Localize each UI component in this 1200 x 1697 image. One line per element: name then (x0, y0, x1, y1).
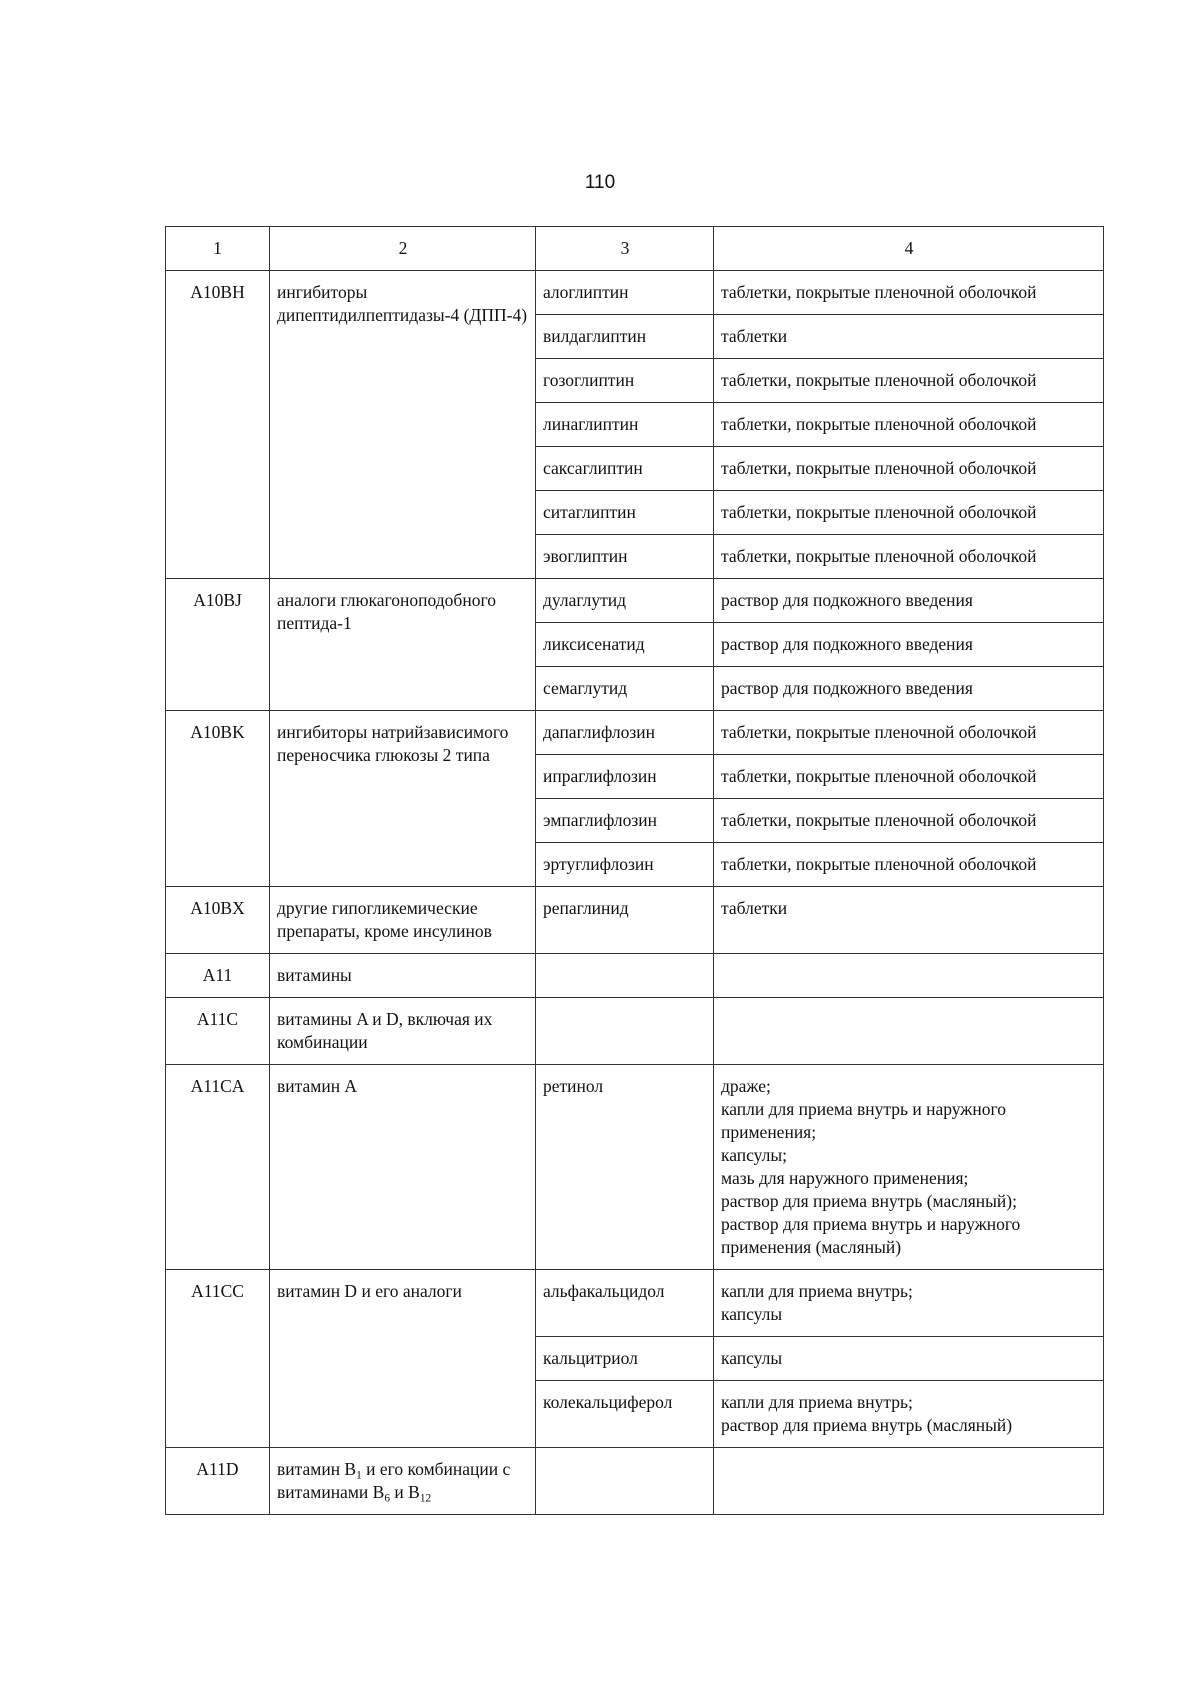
subscript-text: 12 (419, 1492, 432, 1505)
table-row (166, 579, 1104, 623)
atc-code-cell: A10BH (166, 271, 270, 579)
dosage-form-cell: раствор для подкожного введения (714, 579, 1104, 623)
dosage-form-cell: таблетки, покрытые пленочной оболочкой (714, 711, 1104, 755)
group-name-cell: аналоги глюкагоноподобного пептида-1 (270, 579, 536, 711)
name-text: и его комбинации с витаминами B (277, 1459, 511, 1502)
drug-name-cell: кальцитриол (536, 1337, 714, 1381)
name-text: и B (390, 1482, 420, 1502)
drug-name-cell: гозоглиптин (536, 359, 714, 403)
table-row (166, 711, 1104, 755)
table-row (166, 1448, 1104, 1515)
drug-name-cell: дулаглутид (536, 579, 714, 623)
drug-name-cell (536, 998, 714, 1065)
table-row (166, 271, 1104, 315)
drug-name-cell: саксаглиптин (536, 447, 714, 491)
name-text: витамин B (277, 1459, 357, 1479)
dosage-form-cell: таблетки, покрытые пленочной оболочкой (714, 359, 1104, 403)
drug-name-cell: эмпаглифлозин (536, 799, 714, 843)
dosage-form-cell: таблетки, покрытые пленочной оболочкой (714, 491, 1104, 535)
dosage-form-cell: таблетки, покрытые пленочной оболочкой (714, 535, 1104, 579)
column-header-3: 3 (536, 227, 714, 271)
dosage-form-cell: таблетки, покрытые пленочной оболочкой (714, 447, 1104, 491)
atc-code-cell: A11C (166, 998, 270, 1065)
dosage-form-cell: раствор для подкожного введения (714, 623, 1104, 667)
group-name-cell: витамины (270, 954, 536, 998)
atc-code-cell: A11CA (166, 1065, 270, 1270)
drug-name-cell: эртуглифлозин (536, 843, 714, 887)
table-row (166, 887, 1104, 954)
atc-code-cell: A11 (166, 954, 270, 998)
atc-code-cell: A10BX (166, 887, 270, 954)
column-header-4: 4 (714, 227, 1104, 271)
dosage-form-cell: капли для приема внутрь; капсулы (714, 1270, 1104, 1337)
table-row (166, 954, 1104, 998)
dosage-form-cell: драже; капли для приема внутрь и наружного применения; капсулы; мазь для наружного применения; раствор для приема внутрь (масляный); раствор для приема внутрь и наружного применения (масляный) (714, 1065, 1104, 1270)
group-name-cell: витамин D и его аналоги (270, 1270, 536, 1448)
drug-name-cell: репаглинид (536, 887, 714, 954)
atc-code-cell: A10BK (166, 711, 270, 887)
dosage-form-cell: таблетки, покрытые пленочной оболочкой (714, 755, 1104, 799)
drug-name-cell: линаглиптин (536, 403, 714, 447)
drug-name-cell: колекальциферол (536, 1381, 714, 1448)
page-number: 110 (584, 172, 616, 193)
drug-name-cell: ликсисенатид (536, 623, 714, 667)
drug-name-cell: ипраглифлозин (536, 755, 714, 799)
subscript-text: 1 (356, 1469, 362, 1482)
dosage-form-cell: таблетки, покрытые пленочной оболочкой (714, 799, 1104, 843)
dosage-form-cell (714, 1448, 1104, 1515)
drug-name-cell: семаглутид (536, 667, 714, 711)
drug-name-cell (536, 954, 714, 998)
dosage-form-cell: таблетки, покрытые пленочной оболочкой (714, 403, 1104, 447)
drug-name-cell: дапаглифлозин (536, 711, 714, 755)
drug-name-cell: вилдаглиптин (536, 315, 714, 359)
drug-name-cell: альфакальцидол (536, 1270, 714, 1337)
drug-name-cell: ретинол (536, 1065, 714, 1270)
dosage-form-cell: таблетки (714, 887, 1104, 954)
group-name-cell: ингибиторы натрийзависимого переносчика глюкозы 2 типа (270, 711, 536, 887)
dosage-form-cell (714, 954, 1104, 998)
atc-code-cell: A11CC (166, 1270, 270, 1448)
subscript-text: 6 (384, 1492, 391, 1505)
group-name-cell: ингибиторы дипептидилпептидазы-4 (ДПП-4) (270, 271, 536, 579)
table-row (166, 998, 1104, 1065)
group-name-cell: витамин A (270, 1065, 536, 1270)
column-header-1: 1 (166, 227, 270, 271)
dosage-form-cell: таблетки, покрытые пленочной оболочкой (714, 271, 1104, 315)
atc-code-cell: A10BJ (166, 579, 270, 711)
drug-name-cell: алоглиптин (536, 271, 714, 315)
drug-name-cell: ситаглиптин (536, 491, 714, 535)
group-name-cell (270, 1448, 536, 1515)
drug-name-cell: эвоглиптин (536, 535, 714, 579)
drug-table (165, 226, 1104, 1515)
group-name-cell: другие гипогликемические препараты, кроме инсулинов (270, 887, 536, 954)
dosage-form-cell (714, 998, 1104, 1065)
dosage-form-cell: раствор для подкожного введения (714, 667, 1104, 711)
drug-name-cell (536, 1448, 714, 1515)
table-row (166, 1065, 1104, 1270)
dosage-form-cell: таблетки (714, 315, 1104, 359)
table-row (166, 1270, 1104, 1337)
dosage-form-cell: капсулы (714, 1337, 1104, 1381)
column-header-2: 2 (270, 227, 536, 271)
dosage-form-cell: капли для приема внутрь; раствор для приема внутрь (масляный) (714, 1381, 1104, 1448)
table-header-row (166, 227, 1104, 271)
atc-code-cell: A11D (166, 1448, 270, 1515)
group-name-cell: витамины A и D, включая их комбинации (270, 998, 536, 1065)
dosage-form-cell: таблетки, покрытые пленочной оболочкой (714, 843, 1104, 887)
